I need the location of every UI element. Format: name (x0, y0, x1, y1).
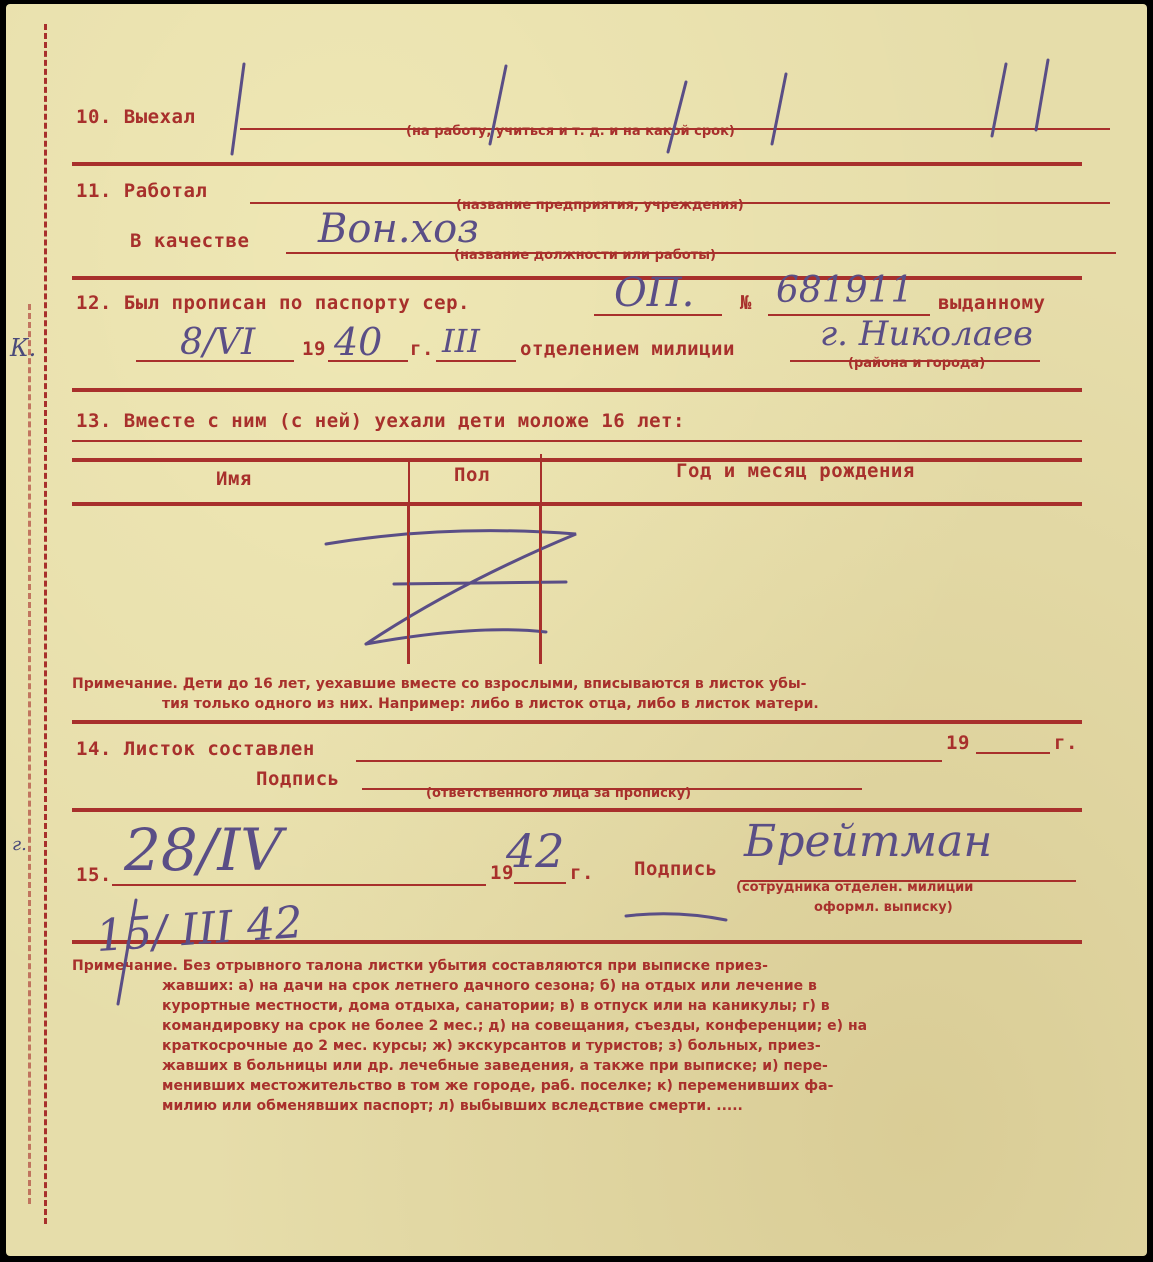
final-note-line: курортные местности, дома отдыха, санатории; в) в отпуск или на каникулы; г) в (162, 998, 830, 1014)
field-12-caption: (района и города) (848, 356, 986, 371)
handwritten-militia-dept: III (442, 322, 480, 360)
final-note-line: менивших местожительство в том же городе, раб. поселке; к) переменивших фа- (162, 1078, 834, 1094)
table-z-stroke (326, 531, 576, 644)
form-sheet (6, 4, 1147, 1256)
field-10-caption: (на работу, учиться и т. д. и на какой срок) (406, 124, 735, 139)
table-header-birth: Год и месяц рождения (676, 460, 915, 482)
field-14-label: 14. Листок составлен (76, 738, 315, 760)
field-12-number-label: № (740, 292, 752, 314)
handwritten-city: г. Николаев (820, 314, 1033, 354)
handwritten-date: 28/IV (124, 816, 283, 884)
field-12-year-suffix: г. (410, 338, 434, 360)
field-13-note-line-2: тия только одного из них. Например: либо в листок отца, либо в листок матери. (162, 696, 819, 712)
handwritten-position: Вон.хоз (318, 206, 479, 252)
cancel-stroke (232, 64, 244, 154)
final-note-line: жавших в больницы или др. лечебные заведения, а также при выписке; и) пере- (162, 1058, 828, 1074)
handwritten-year: 42 (506, 824, 565, 878)
table-header-sex: Пол (454, 464, 490, 486)
handwritten-issue-year: 40 (334, 320, 383, 364)
field-13-note-line-1: Примечание. Дети до 16 лет, уехавшие вместе со взрослыми, вписываются в листок убы- (72, 676, 807, 692)
field-12-year-prefix: 19 (302, 338, 326, 360)
final-note-line: милию или обменявших паспорт; л) выбывших вследствие смерти. ..... (162, 1098, 743, 1114)
field-15-sign-label: Подпись (634, 858, 718, 880)
ink-strokes (6, 4, 1147, 1256)
table-header-name: Имя (216, 468, 252, 490)
field-14-sign-caption: (ответственного лица за прописку) (426, 786, 692, 801)
field-15-sign-caption-1: (сотрудника отделен. милиции (736, 880, 974, 895)
handwritten-issue-date: 8/VI (180, 322, 256, 363)
field-11-label: 11. Работал (76, 180, 208, 202)
bottom-scrawl-stroke (626, 914, 726, 920)
bottom-scrawl-stroke (118, 900, 136, 1004)
margin-mark: К. (10, 334, 37, 362)
cancel-stroke (668, 82, 686, 152)
handwritten-scrawl: 15/ III 42 (94, 896, 305, 963)
field-13-label: 13. Вместе с ним (с ней) уехали дети моложе 16 лет: (76, 410, 685, 432)
field-12-label: 12. Был прописан по паспорту сер. (76, 292, 470, 314)
handwritten-passport-series: ОП. (614, 270, 695, 316)
handwritten-passport-number: 681911 (776, 270, 914, 311)
cancel-stroke (992, 64, 1006, 136)
cancel-stroke (1036, 60, 1048, 130)
field-11-position-label: В качестве (130, 230, 250, 252)
field-12-dept-label: отделением милиции (520, 338, 735, 360)
field-12-issued-label: выданному (938, 292, 1046, 314)
field-15-year-suffix: г. (570, 862, 594, 884)
final-note-line: жавших: а) на дачи на срок летнего дачного сезона; б) на отдых или лечение в (162, 978, 817, 994)
handwritten-signature: Брейтман (744, 816, 993, 867)
table-z-stroke (366, 630, 546, 644)
margin-mark: г. (12, 834, 27, 855)
cancel-stroke (490, 66, 506, 144)
final-note-line: краткосрочные до 2 мес. курсы; ж) экскурсантов и туристов; з) больных, приез- (162, 1038, 821, 1054)
field-15-label: 15. (76, 864, 112, 886)
field-10-label: 10. Выехал (76, 106, 196, 128)
field-11-position-caption: (название должности или работы) (454, 248, 716, 263)
final-note-line: командировку на срок не более 2 мес.; д) на совещания, съезды, конференции; е) на (162, 1018, 868, 1034)
field-15-year-prefix: 19 (490, 862, 514, 884)
cancel-stroke (772, 74, 786, 144)
field-15-sign-caption-2: оформл. выписку) (814, 900, 953, 915)
field-14-year-suffix: г. (1054, 732, 1078, 754)
final-note-line: Примечание. Без отрывного талона листки убытия составляются при выписке приез- (72, 958, 768, 974)
field-14-sign-label: Подпись (256, 768, 340, 790)
field-14-year-prefix: 19 (946, 732, 970, 754)
field-11-caption: (название предприятия, учреждения) (456, 198, 744, 213)
